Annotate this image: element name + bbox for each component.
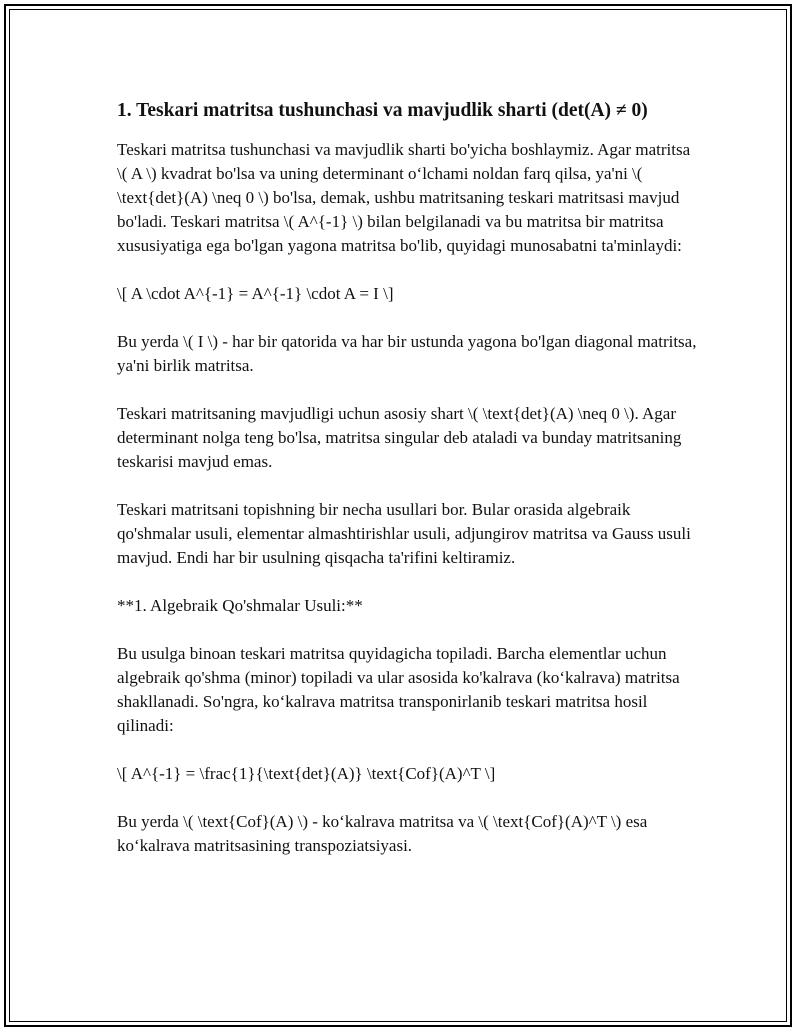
subheading-algebraic-cofactors: **1. Algebraik Qo'shmalar Usuli:** xyxy=(117,596,363,615)
formula-inverse-cofactor: \[ A^{-1} = \frac{1}{\text{det}(A)} \text{Cof}(A)^T \] xyxy=(117,764,496,783)
paragraph-identity-matrix: Bu yerda \( I \) - har bir qatorida va har bir ustunda yagona bo'lgan diagonal matritsa, ya'ni birlik matritsa. xyxy=(117,332,697,375)
page-frame xyxy=(4,4,792,1027)
section-heading: 1. Teskari matritsa tushunchasi va mavjudlik sharti (det(A) ≠ 0) xyxy=(117,100,648,121)
formula-inverse-identity: \[ A \cdot A^{-1} = A^{-1} \cdot A = I \] xyxy=(117,284,394,303)
paragraph-existence-condition: Teskari matritsaning mavjudligi uchun asosiy shart \( \text{det}(A) \neq 0 \). Agar determinant nolga teng bo'lsa, matritsa singular deb ataladi va bunday matritsaning teskarisi mavjud emas. xyxy=(117,404,682,471)
paragraph-cofactor-method: Bu usulga binoan teskari matritsa quyidagicha topiladi. Barcha elementlar uchun algebraik qo'shma (minor) topiladi va ular asosida ko'kalrava (ko‘kalrava) matritsa shakllanadi. So'ngra, ko‘kalrava matritsa transponirlanib teskari matritsa hosil qilinadi: xyxy=(117,644,680,735)
paragraph-cofactor-definition: Bu yerda \( \text{Cof}(A) \) - ko‘kalrava matritsa va \( \text{Cof}(A)^T \) esa ko‘kalrava matritsasining transpoziatsiyasi. xyxy=(117,812,648,855)
document-body xyxy=(117,96,697,882)
paragraph-intro: Teskari matritsa tushunchasi va mavjudlik sharti bo'yicha boshlaymiz. Agar matritsa \( A \) kvadrat bo'lsa va uning determinant o‘lchami noldan farq qilsa, ya'ni \( \text{det}(A) \neq 0 \) bo'lsa, demak, ushbu matritsaning teskari matritsasi mavjud bo'ladi. Teskari matritsa \( A^{-1} \) bilan belgilanadi va bu matritsa bir matritsa xususiyatiga ega bo'lgan yagona matritsa bo'lib, quyidagi munosabatni ta'minlaydi: xyxy=(117,140,691,255)
paragraph-methods: Teskari matritsani topishning bir necha usullari bor. Bular orasida algebraik qo'shmalar usuli, elementar almashtirishlar usuli, adjungirov matritsa va Gauss usuli mavjud. Endi har bir usulning qisqacha ta'rifini keltiramiz. xyxy=(117,500,691,567)
